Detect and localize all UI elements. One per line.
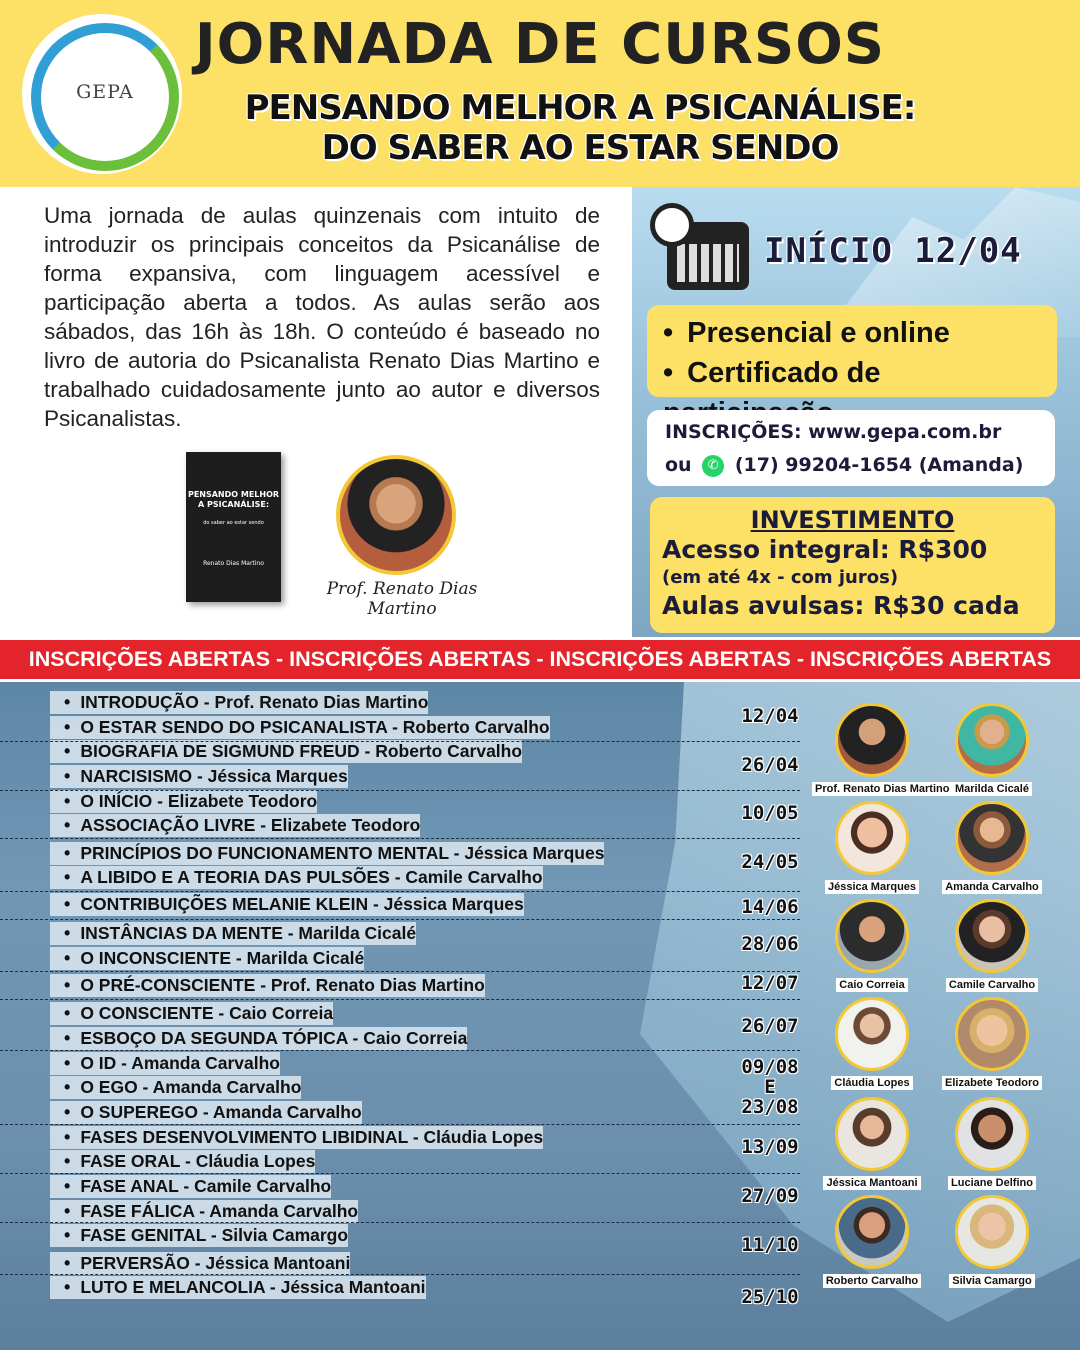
speaker-card <box>932 1097 1052 1190</box>
date-label: 12/04 <box>741 705 799 727</box>
lesson-item: • A LIBIDO E A TEORIA DAS PULSÕES - Camile Carvalho <box>50 866 543 889</box>
divider <box>0 1173 800 1174</box>
speaker-photo <box>835 899 909 973</box>
signup-prefix: ou <box>665 454 692 476</box>
divider <box>0 971 800 972</box>
lesson-item: • FASE ANAL - Camile Carvalho <box>50 1175 331 1198</box>
lesson-item: • INSTÂNCIAS DA MENTE - Marilda Cicalé <box>50 922 416 945</box>
speaker-name: Luciane Delfino <box>948 1176 1036 1190</box>
lesson-item: • CONTRIBUIÇÕES MELANIE KLEIN - Jéssica Marques <box>50 893 524 916</box>
page-title: JORNADA DE CURSOS <box>194 12 886 77</box>
speaker-photo <box>955 1195 1029 1269</box>
date-label: 13/09 <box>741 1136 799 1158</box>
lesson-item: • O INÍCIO - Elizabete Teodoro <box>50 790 317 813</box>
speaker-card <box>812 899 932 992</box>
lesson-item: • O ID - Amanda Carvalho <box>50 1052 280 1075</box>
speaker-card <box>932 1195 1052 1288</box>
book-title: PENSANDO MELHOR A PSICANÁLISE: <box>187 490 280 509</box>
divider <box>0 999 800 1000</box>
lesson-item: • FASE FÁLICA - Amanda Carvalho <box>50 1200 358 1223</box>
lesson-item: • O EGO - Amanda Carvalho <box>50 1076 301 1099</box>
speaker-photo <box>835 703 909 777</box>
speaker-name: Camile Carvalho <box>946 978 1038 992</box>
speaker-name: Jéssica Mantoani <box>823 1176 920 1190</box>
author-caption: Prof. Renato Dias Martino <box>326 579 478 619</box>
speaker-name: Caio Correia <box>836 978 907 992</box>
speaker-card <box>812 1195 932 1288</box>
lesson-item: • O INCONSCIENTE - Marilda Cicalé <box>50 947 364 970</box>
divider <box>0 1050 800 1051</box>
lesson-item: • NARCISISMO - Jéssica Marques <box>50 765 348 788</box>
speaker-name: Elizabete Teodoro <box>942 1076 1042 1090</box>
lesson-item: • O SUPEREGO - Amanda Carvalho <box>50 1101 362 1124</box>
intro-section <box>0 187 632 637</box>
subtitle-line-2: DO SABER AO ESTAR SENDO <box>321 128 839 168</box>
feature-item: • Certificado de <box>663 353 1057 433</box>
book-subtitle: do saber ao estar sendo <box>203 520 264 526</box>
speaker-name: Marilda Cicalé <box>952 782 1032 796</box>
speaker-name: Cláudia Lopes <box>831 1076 912 1090</box>
lesson-item: • ASSOCIAÇÃO LIVRE - Elizabete Teodoro <box>50 814 420 837</box>
divider <box>0 741 800 742</box>
whatsapp-icon: ✆ <box>702 455 724 477</box>
speaker-card <box>932 997 1052 1090</box>
lesson-item: • PERVERSÃO - Jéssica Mantoani <box>50 1252 350 1275</box>
divider <box>0 1274 800 1275</box>
speaker-card <box>812 997 932 1090</box>
date-label: 26/07 <box>741 1015 799 1037</box>
page-subtitle <box>190 88 970 168</box>
date-label: 26/04 <box>741 754 799 776</box>
divider <box>0 891 800 892</box>
investment-full: Acesso integral: R$300 <box>662 535 988 564</box>
lesson-item: • O PRÉ-CONSCIENTE - Prof. Renato Dias Martino <box>50 974 485 997</box>
author-photo <box>336 455 456 575</box>
speaker-photo <box>835 1097 909 1171</box>
divider <box>0 1124 800 1125</box>
signup-phone[interactable]: (17) 99204-1654 (Amanda) <box>734 454 1024 476</box>
lesson-item: • O ESTAR SENDO DO PSICANALISTA - Roberto Carvalho <box>50 716 550 739</box>
speaker-name: Roberto Carvalho <box>823 1274 921 1288</box>
lesson-item: • BIOGRAFIA DE SIGMUND FREUD - Roberto Carvalho <box>50 740 522 763</box>
speaker-card <box>932 899 1052 992</box>
speaker-card <box>812 801 932 894</box>
speaker-name: Silvia Camargo <box>949 1274 1034 1288</box>
date-label: 25/10 <box>741 1286 799 1308</box>
date-label: 28/06 <box>741 933 799 955</box>
speaker-name: Jéssica Marques <box>825 880 919 894</box>
speaker-card <box>812 703 950 796</box>
investment-box <box>650 497 1055 633</box>
date-label: 23/08 <box>741 1096 799 1118</box>
start-date: INÍCIO 12/04 <box>764 231 1022 271</box>
lesson-item: • O CONSCIENTE - Caio Correia <box>50 1002 333 1025</box>
investment-title: INVESTIMENTO <box>750 506 955 534</box>
signup-phone-line <box>665 449 1055 482</box>
speaker-photo <box>835 1195 909 1269</box>
feature-item: • Presencial e online <box>663 313 1057 353</box>
date-label: 12/07 <box>741 972 799 994</box>
speaker-card <box>932 801 1052 894</box>
book-author: Renato Dias Martino <box>203 560 264 567</box>
date-label: 10/05 <box>741 802 799 824</box>
intro-text: Uma jornada de aulas quinzenais com intuito de introduzir os principais conceitos da Psicanálise de forma expansiva, com linguagem acessível e participação aberta a todos. As aulas serão aos sábados, das 16h às 18h. O conteúdo é baseado no livro de autoria do Psicanalista Renato Dias Martino e trabalhado cuidadosamente junto ao autor e diversos Psicanalistas. <box>44 203 600 431</box>
clock-icon <box>650 203 694 247</box>
divider <box>0 838 800 839</box>
header <box>0 0 1080 187</box>
speaker-name: Amanda Carvalho <box>942 880 1042 894</box>
gepa-logo <box>22 14 182 174</box>
book-cover <box>186 452 281 602</box>
speaker-photo <box>955 899 1029 973</box>
lesson-item: • FASE GENITAL - Silvia Camargo <box>50 1224 348 1247</box>
logo-text: GEPA <box>76 81 134 103</box>
speaker-photo <box>955 801 1029 875</box>
speaker-card <box>812 1097 932 1190</box>
divider <box>0 1222 800 1223</box>
divider <box>0 790 800 791</box>
signup-website[interactable]: INSCRIÇÕES: www.gepa.com.br <box>665 421 1002 443</box>
investment-single: Aulas avulsas: R$30 cada <box>662 591 1020 620</box>
lesson-item: • ESBOÇO DA SEGUNDA TÓPICA - Caio Correia <box>50 1027 467 1050</box>
features-box <box>647 305 1057 397</box>
lesson-item: • LUTO E MELANCOLIA - Jéssica Mantoani <box>50 1276 426 1299</box>
date-label: 11/10 <box>741 1234 799 1256</box>
lesson-item: • FASE ORAL - Cláudia Lopes <box>50 1150 315 1173</box>
date-label: 09/08 <box>741 1056 799 1078</box>
speaker-name: Prof. Renato Dias Martino <box>812 782 952 796</box>
speaker-photo <box>955 703 1029 777</box>
date-label: 24/05 <box>741 851 799 873</box>
date-label: E <box>764 1076 776 1098</box>
speaker-photo <box>955 997 1029 1071</box>
speaker-card <box>932 703 1052 796</box>
speaker-photo <box>835 997 909 1071</box>
investment-note: (em até 4x - com juros) <box>662 567 899 588</box>
divider <box>0 919 800 920</box>
registration-banner: INSCRIÇÕES ABERTAS - INSCRIÇÕES ABERTAS - INSCRIÇÕES ABERTAS - INSCRIÇÕES ABERTAS <box>0 637 1080 682</box>
date-label: 14/06 <box>741 896 799 918</box>
speaker-photo <box>955 1097 1029 1171</box>
date-label: 27/09 <box>741 1185 799 1207</box>
speaker-photo <box>835 801 909 875</box>
lesson-item: • PRINCÍPIOS DO FUNCIONAMENTO MENTAL - Jéssica Marques <box>50 842 604 865</box>
lesson-item: • FASES DESENVOLVIMENTO LIBIDINAL - Cláudia Lopes <box>50 1126 543 1149</box>
signup-box <box>647 410 1055 486</box>
lesson-item: • INTRODUÇÃO - Prof. Renato Dias Martino <box>50 691 428 714</box>
subtitle-line-1: PENSANDO MELHOR A PSICANÁLISE: <box>244 88 916 128</box>
